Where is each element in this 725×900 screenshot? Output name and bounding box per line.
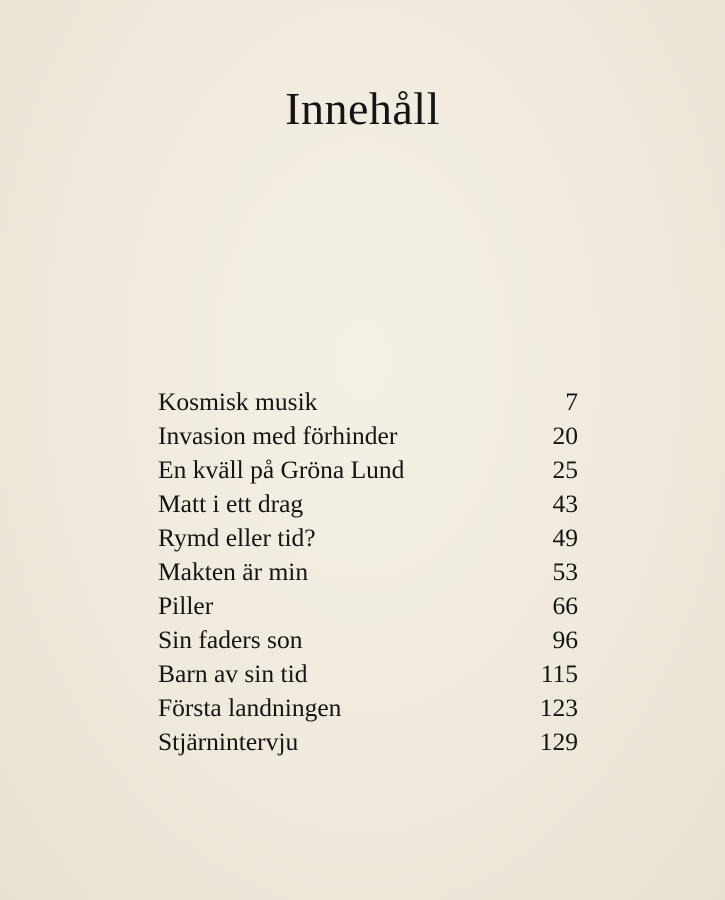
toc-entry — [158, 419, 578, 453]
toc-entry-page: 7 — [565, 387, 578, 416]
toc-entry — [158, 487, 578, 521]
toc-entry-title: Första landningen — [158, 693, 342, 722]
toc-entry — [158, 385, 578, 419]
toc-entry-page: 115 — [540, 659, 578, 688]
toc-entry-title: Matt i ett drag — [158, 489, 304, 518]
toc-entry-title: Makten är min — [158, 557, 309, 586]
toc-entry-page: 43 — [552, 489, 578, 518]
toc-entry-page: 49 — [552, 523, 578, 552]
table-of-contents — [158, 385, 578, 759]
toc-entry — [158, 521, 578, 555]
toc-entry-page: 25 — [552, 455, 578, 484]
toc-entry — [158, 691, 578, 725]
toc-entry — [158, 555, 578, 589]
toc-entry-title: Sin faders son — [158, 625, 303, 654]
toc-entry-page: 129 — [539, 727, 578, 756]
toc-entry — [158, 623, 578, 657]
toc-entry-title: Invasion med förhinder — [158, 421, 398, 450]
toc-entry-page: 66 — [552, 591, 578, 620]
toc-entry — [158, 657, 578, 691]
toc-entry-page: 53 — [552, 557, 578, 586]
toc-entry — [158, 589, 578, 623]
toc-entry-page: 96 — [552, 625, 578, 654]
toc-entry-title: Piller — [158, 591, 214, 620]
toc-entry-title: En kväll på Gröna Lund — [158, 455, 405, 484]
page-title: Innehåll — [285, 83, 440, 134]
toc-entry — [158, 453, 578, 487]
toc-entry-title: Rymd eller tid? — [158, 523, 316, 552]
toc-entry-page: 20 — [552, 421, 578, 450]
toc-entry-page: 123 — [539, 693, 578, 722]
toc-entry — [158, 725, 578, 759]
toc-entry-title: Barn av sin tid — [158, 659, 308, 688]
toc-entry-title: Kosmisk musik — [158, 387, 318, 416]
toc-entry-title: Stjärnintervju — [158, 727, 299, 756]
